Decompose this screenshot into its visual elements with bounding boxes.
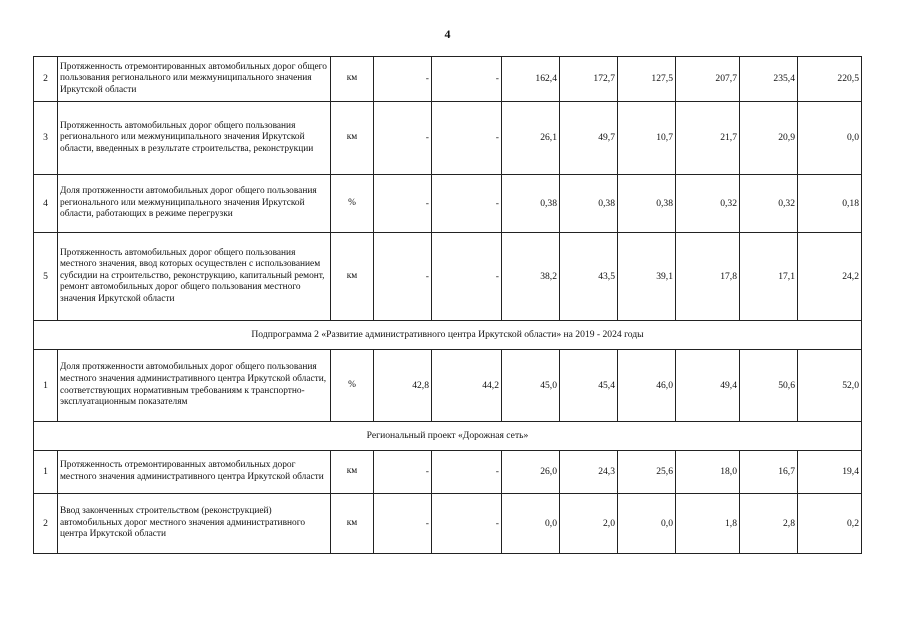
unit-cell: % (331, 175, 374, 233)
value-cell: 0,32 (740, 175, 798, 233)
section-title: Подпрограмма 2 «Развитие административного центра Иркутской области» на 2019 - 2024 годы (34, 321, 862, 350)
value-cell: 45,4 (560, 350, 618, 422)
value-cell: - (432, 494, 502, 554)
value-cell: - (374, 175, 432, 233)
row-number: 2 (34, 494, 58, 554)
row-number: 4 (34, 175, 58, 233)
value-cell: 49,7 (560, 102, 618, 175)
value-cell: 24,3 (560, 451, 618, 494)
value-cell: 0,0 (618, 494, 676, 554)
value-cell: 17,1 (740, 233, 798, 321)
value-cell: 0,38 (560, 175, 618, 233)
row-number: 5 (34, 233, 58, 321)
value-cell: 0,0 (798, 102, 862, 175)
section-title: Региональный проект «Дорожная сеть» (34, 422, 862, 451)
value-cell: - (432, 57, 502, 102)
indicator-name: Доля протяженности автомобильных дорог общего пользования регионального или межмуниципального значения Иркутской области, работающих в режиме перегрузки (58, 175, 331, 233)
row-number: 2 (34, 57, 58, 102)
value-cell: 127,5 (618, 57, 676, 102)
value-cell: 38,2 (502, 233, 560, 321)
value-cell: - (374, 233, 432, 321)
value-cell: 24,2 (798, 233, 862, 321)
value-cell: - (374, 57, 432, 102)
value-cell: 46,0 (618, 350, 676, 422)
indicator-name: Протяженность автомобильных дорог общего пользования местного значения, ввод которых осуществлен с использованием субсидии на строительство, реконструкцию, капитальный ремонт, ремонт автомобильных дорог общего пользования местного значения Иркутской области (58, 233, 331, 321)
unit-cell: км (331, 451, 374, 494)
indicator-name: Ввод законченных строительством (реконструкцией) автомобильных дорог местного значения административного центра Иркутской области (58, 494, 331, 554)
value-cell: 20,9 (740, 102, 798, 175)
value-cell: 235,4 (740, 57, 798, 102)
value-cell: 0,32 (676, 175, 740, 233)
unit-cell: км (331, 57, 374, 102)
value-cell: 0,38 (618, 175, 676, 233)
table-row (34, 233, 862, 321)
section-header-row (34, 422, 862, 451)
table-row (34, 175, 862, 233)
value-cell: - (374, 494, 432, 554)
value-cell: 162,4 (502, 57, 560, 102)
value-cell: 1,8 (676, 494, 740, 554)
value-cell: 220,5 (798, 57, 862, 102)
value-cell: 43,5 (560, 233, 618, 321)
value-cell: 21,7 (676, 102, 740, 175)
value-cell: 26,1 (502, 102, 560, 175)
value-cell: 42,8 (374, 350, 432, 422)
row-number: 3 (34, 102, 58, 175)
value-cell: - (432, 175, 502, 233)
value-cell: 0,2 (798, 494, 862, 554)
value-cell: 2,8 (740, 494, 798, 554)
table-row (34, 350, 862, 422)
value-cell: 0,0 (502, 494, 560, 554)
value-cell: 207,7 (676, 57, 740, 102)
page-number: 4 (444, 27, 451, 41)
row-number: 1 (34, 451, 58, 494)
unit-cell: % (331, 350, 374, 422)
value-cell: 44,2 (432, 350, 502, 422)
value-cell: 19,4 (798, 451, 862, 494)
row-number: 1 (34, 350, 58, 422)
value-cell: 49,4 (676, 350, 740, 422)
value-cell: 2,0 (560, 494, 618, 554)
indicator-name: Протяженность отремонтированных автомобильных дорог местного значения административного центра Иркутской области (58, 451, 331, 494)
value-cell: 17,8 (676, 233, 740, 321)
value-cell: 39,1 (618, 233, 676, 321)
table-row (34, 494, 862, 554)
indicator-name: Протяженность автомобильных дорог общего пользования регионального или межмуниципального значения Иркутской области, введенных в результате строительства, реконструкции (58, 102, 331, 175)
value-cell: 18,0 (676, 451, 740, 494)
indicator-name: Доля протяженности автомобильных дорог общего пользования местного значения административного центра Иркутской области, соответствующих нормативным требованиям к транспортно-эксплуатационным показателям (58, 350, 331, 422)
value-cell: 25,6 (618, 451, 676, 494)
value-cell: 0,18 (798, 175, 862, 233)
value-cell: - (432, 233, 502, 321)
value-cell: - (432, 102, 502, 175)
indicator-name: Протяженность отремонтированных автомобильных дорог общего пользования регионального или межмуниципального значения Иркутской области (58, 57, 331, 102)
value-cell: 45,0 (502, 350, 560, 422)
value-cell: 10,7 (618, 102, 676, 175)
value-cell: - (432, 451, 502, 494)
value-cell: 26,0 (502, 451, 560, 494)
value-cell: 16,7 (740, 451, 798, 494)
indicators-table (33, 56, 862, 554)
section-header-row (34, 321, 862, 350)
value-cell: 50,6 (740, 350, 798, 422)
value-cell: 0,38 (502, 175, 560, 233)
value-cell: 172,7 (560, 57, 618, 102)
value-cell: - (374, 451, 432, 494)
value-cell: 52,0 (798, 350, 862, 422)
table-row (34, 57, 862, 102)
unit-cell: км (331, 233, 374, 321)
unit-cell: км (331, 102, 374, 175)
value-cell: - (374, 102, 432, 175)
table-row (34, 451, 862, 494)
table-row (34, 102, 862, 175)
unit-cell: км (331, 494, 374, 554)
